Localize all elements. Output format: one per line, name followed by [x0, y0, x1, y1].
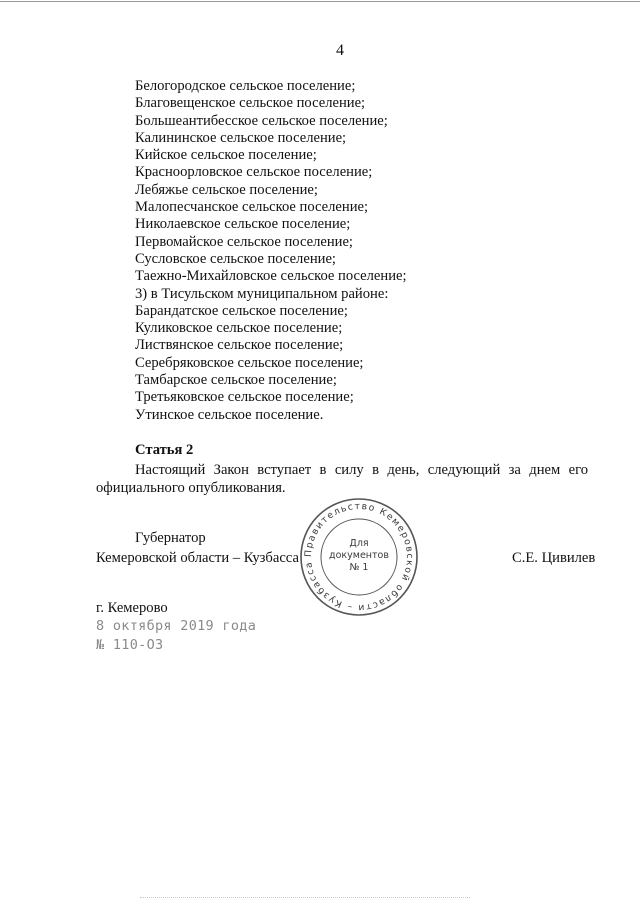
- list-item: Таежно-Михайловское сельское поселение;: [135, 268, 407, 285]
- list-item: Калининское сельское поселение;: [135, 129, 347, 146]
- article-heading: Статья 2: [135, 442, 194, 458]
- list-item: Белогородское сельское поселение;: [135, 78, 356, 94]
- list-item: Барандатское сельское поселение;: [135, 302, 348, 319]
- list-item: Листвянское сельское поселение;: [135, 337, 344, 354]
- list-item: Большеантибесское сельское поселение;: [135, 112, 388, 129]
- seal-center-line: документов: [329, 550, 389, 561]
- list-item: Утинское сельское поселение.: [135, 406, 324, 423]
- seal-center-line: № 1: [349, 562, 369, 573]
- settlement-list: [135, 78, 407, 424]
- law-date: 8 октября 2019 года: [96, 618, 257, 634]
- seal-center-line: Для: [349, 538, 369, 549]
- list-item: Николаевское сельское поселение;: [135, 216, 351, 233]
- bottom-artifact: [140, 897, 470, 898]
- official-seal: [298, 496, 420, 618]
- signatory-name: С.Е. Цивилев: [512, 550, 596, 566]
- law-number: № 110-ОЗ: [96, 637, 164, 653]
- list-item: Сусловское сельское поселение;: [135, 250, 336, 267]
- list-item: Куликовское сельское поселение;: [135, 320, 343, 337]
- list-item: Красноорловское сельское поселение;: [135, 164, 373, 181]
- list-item: Кийское сельское поселение;: [135, 147, 317, 164]
- list-item: Благовещенское сельское поселение;: [135, 95, 366, 112]
- list-item: 3) в Тисульском муниципальном районе:: [135, 285, 389, 302]
- list-item: Лебяжье сельское поселение;: [135, 181, 318, 198]
- list-item: Первомайское сельское поселение;: [135, 233, 353, 250]
- list-item: Серебряковское сельское поселение;: [135, 354, 364, 371]
- top-rule: [0, 1, 640, 2]
- list-item: Тамбарское сельское поселение;: [135, 372, 337, 389]
- list-item: Малопесчанское сельское поселение;: [135, 199, 369, 216]
- city: г. Кемерово: [96, 600, 168, 616]
- signatory-title: Губернатор: [135, 530, 206, 546]
- signatory-region: Кемеровской области – Кузбасса: [96, 550, 299, 566]
- page-number: 4: [336, 42, 344, 59]
- seal-ring-text: Правительство Кемеровской области – Кузбасса: [302, 500, 416, 614]
- article-body: Настоящий Закон вступает в силу в день, следующий за днем его официального опубликования.: [96, 462, 588, 496]
- list-item: Третьяковское сельское поселение;: [135, 389, 354, 406]
